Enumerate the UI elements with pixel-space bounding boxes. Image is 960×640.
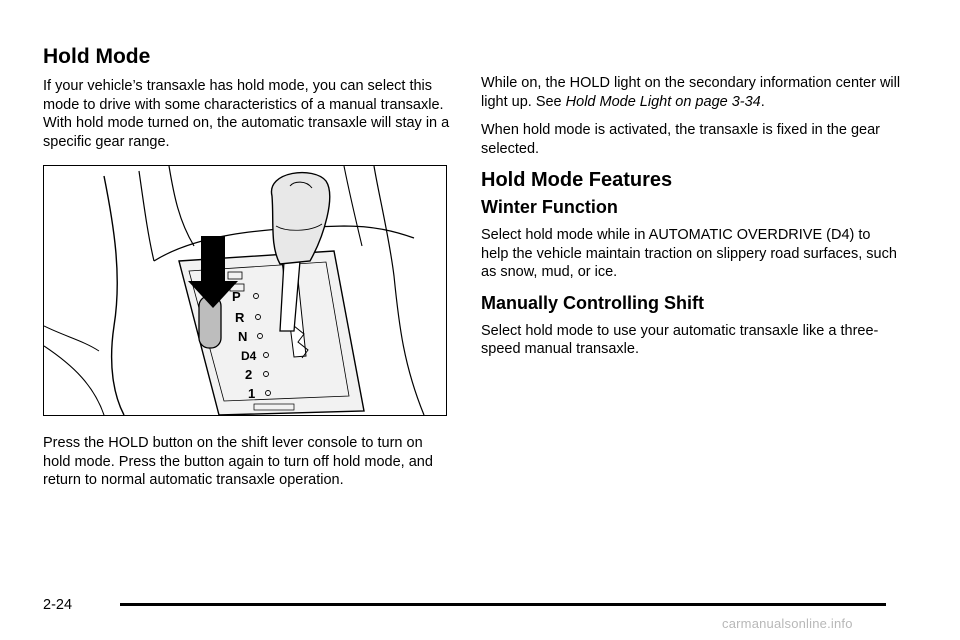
shift-lever-illustration (44, 166, 446, 415)
winter-function-paragraph: Select hold mode while in AUTOMATIC OVERDRIVE (D4) to help the vehicle maintain traction on slippery road surfaces, such as snow, mud, or ice. (481, 227, 897, 280)
gear-label-1: 1 (248, 386, 256, 401)
left-column (43, 44, 451, 500)
intro-paragraph: If your vehicle’s transaxle has hold mode, you can select this mode to drive with some characteristics of a manual transaxle. With hold mode turned on, the automatic transaxle will stay in a specific gear range. (43, 78, 450, 150)
manual-shift-paragraph: Select hold mode to use your automatic transaxle like a three-speed manual transaxle. (481, 322, 879, 357)
hold-button-paragraph: Press the HOLD button on the shift lever console to turn on hold mode. Press the button again to turn off hold mode, and return to normal automatic transaxle operation. (43, 435, 433, 488)
hold-mode-light-reference: Hold Mode Light on page 3-34 (565, 93, 761, 110)
hold-light-text-end: . (760, 93, 765, 110)
gear-label-2: 2 (245, 367, 253, 382)
gear-label-d4: D4 (241, 349, 257, 363)
gear-label-n: N (238, 329, 248, 344)
right-column (481, 74, 901, 369)
footer-rule (120, 603, 886, 606)
gear-label-p: P (232, 289, 241, 304)
page-number: 2-24 (43, 597, 73, 613)
gear-label-r: R (235, 310, 245, 325)
manual-shift-heading: Manually Controlling Shift (481, 292, 704, 313)
hold-activated-paragraph: When hold mode is activated, the transaxle is fixed in the gear selected. (481, 122, 880, 157)
shift-lever-figure (43, 165, 447, 416)
hold-light-text: While on, the HOLD light on the secondary information center will light up. See (481, 75, 901, 110)
winter-function-heading: Winter Function (481, 197, 618, 217)
section-heading: Hold Mode Features (481, 169, 673, 191)
page-heading: Hold Mode (43, 45, 151, 68)
watermark-text: carmanualsonline.info (722, 616, 853, 631)
hold-light-paragraph (481, 74, 901, 111)
